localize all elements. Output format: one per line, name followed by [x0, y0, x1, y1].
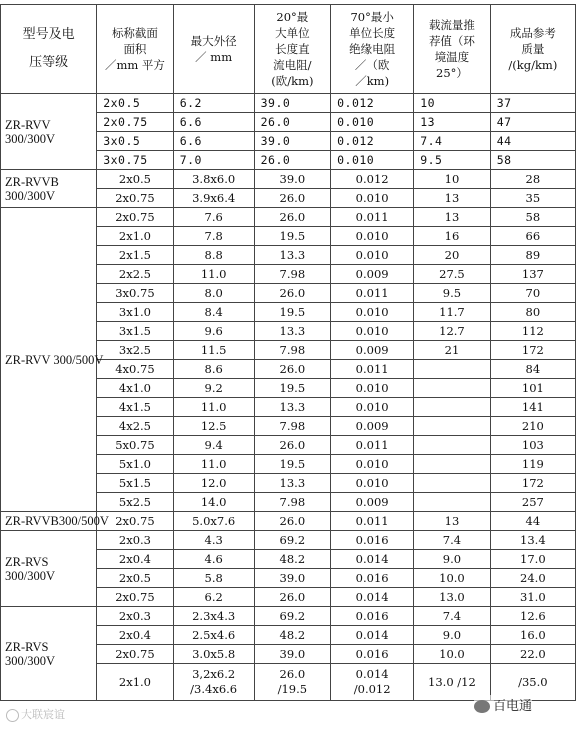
table-cell: 13: [414, 189, 491, 208]
table-cell: [414, 455, 491, 474]
table-cell: 2x0.75: [97, 189, 174, 208]
table-cell: 0.009: [331, 493, 414, 512]
table-cell: 84: [490, 360, 575, 379]
table-cell: 4.3: [173, 531, 254, 550]
table-cell: 0.009: [331, 341, 414, 360]
table-cell: 4x2.5: [97, 417, 174, 436]
brand-logo-icon: [6, 709, 19, 722]
table-cell: 13.0 /12: [414, 664, 491, 701]
table-cell: 0.016: [331, 645, 414, 664]
table-cell: 0.011: [331, 284, 414, 303]
column-header-line: 型号及电: [22, 27, 75, 42]
table-cell: 2.3x4.3: [173, 607, 254, 626]
model-label: 300/300V: [5, 653, 55, 668]
table-cell: [414, 417, 491, 436]
column-header-line: 长度直: [275, 42, 310, 56]
column-header-line: 标称截面: [111, 26, 158, 40]
table-cell: 5x1.5: [97, 474, 174, 493]
table-cell: 0.010: [331, 322, 414, 341]
table-cell: 4.6: [173, 550, 254, 569]
table-cell: 26.0: [254, 151, 331, 170]
table-cell: 2x0.4: [97, 550, 174, 569]
table-cell: 26.0: [254, 208, 331, 227]
table-cell: 2x1.5: [97, 246, 174, 265]
table-cell: 80: [490, 303, 575, 322]
table-cell: 19.5: [254, 455, 331, 474]
table-cell: 0.016: [331, 607, 414, 626]
table-cell: 0.011: [331, 208, 414, 227]
table-header: [1, 5, 576, 94]
table-cell: 2x0.4: [97, 626, 174, 645]
table-cell: 2x1.0: [97, 227, 174, 246]
table-cell: 2x0.5: [97, 94, 174, 113]
table-cell: 6.6: [173, 132, 254, 151]
table-cell: 7.4: [414, 531, 491, 550]
model-label: ZR-RVV: [5, 117, 51, 132]
table-row: [1, 531, 576, 550]
table-cell: 0.014: [331, 550, 414, 569]
table-cell: 11.5: [173, 341, 254, 360]
table-cell: 0.011: [331, 360, 414, 379]
table-cell: 48.2: [254, 626, 331, 645]
table-row: [1, 208, 576, 227]
table-cell: 8.0: [173, 284, 254, 303]
table-cell: 7.8: [173, 227, 254, 246]
table-cell: 47: [490, 113, 575, 132]
model-label: ZR-RVS: [5, 639, 49, 654]
model-cell: [1, 170, 97, 208]
table-cell: 39.0: [254, 132, 331, 151]
table-cell: [414, 398, 491, 417]
table-cell: 39.0: [254, 569, 331, 588]
column-header-line: 成品参考: [509, 26, 556, 40]
table-cell: 26.0: [254, 436, 331, 455]
table-cell: 141: [490, 398, 575, 417]
table-cell: 103: [490, 436, 575, 455]
column-header-line: 流电阻/: [273, 58, 312, 72]
table-cell: 5x2.5: [97, 493, 174, 512]
table-cell: 11.7: [414, 303, 491, 322]
column-header: [331, 5, 414, 94]
table-cell: 35: [490, 189, 575, 208]
table-cell: 13: [414, 113, 491, 132]
table-cell: 112: [490, 322, 575, 341]
model-cell: [1, 512, 109, 531]
table-cell: 7.98: [254, 417, 331, 436]
column-header-line: 质量: [521, 42, 545, 56]
table-cell: 26.0: [254, 360, 331, 379]
table-cell: 7.6: [173, 208, 254, 227]
table-cell: 39.0: [254, 645, 331, 664]
table-cell: 16: [414, 227, 491, 246]
table-cell: 0.011: [331, 436, 414, 455]
table-cell: 5.8: [173, 569, 254, 588]
model-cell: [1, 531, 97, 607]
table-cell: 39.0: [254, 94, 331, 113]
cable-spec-table: [0, 4, 576, 701]
table-row: [1, 94, 576, 113]
table-cell: [414, 474, 491, 493]
table-cell: 26.0: [254, 284, 331, 303]
column-header-line: 最大外径: [190, 34, 237, 48]
table-cell: 89: [490, 246, 575, 265]
column-header: [254, 5, 331, 94]
wechat-watermark: [474, 695, 532, 714]
table-cell: 26.0 /19.5: [254, 664, 331, 701]
column-header: [490, 5, 575, 94]
table-cell: 13.3: [254, 322, 331, 341]
table-cell: 10.0: [414, 645, 491, 664]
table-cell: 19.5: [254, 227, 331, 246]
column-header: [97, 5, 174, 94]
table-cell: 0.010: [331, 246, 414, 265]
table-cell: 24.0: [490, 569, 575, 588]
column-header-line: ／ mm: [195, 50, 233, 64]
table-cell: 3.8x6.0: [173, 170, 254, 189]
table-cell: 2x0.75: [97, 588, 174, 607]
table-cell: 13: [414, 208, 491, 227]
table-cell: 37: [490, 94, 575, 113]
table-cell: 0.016: [331, 569, 414, 588]
table-cell: 172: [490, 474, 575, 493]
table-cell: 13.3: [254, 246, 331, 265]
table-cell: 9.0: [414, 550, 491, 569]
table-cell: 48.2: [254, 550, 331, 569]
table-cell: 4x0.75: [97, 360, 174, 379]
table-cell: 9.0: [414, 626, 491, 645]
table-cell: 3x0.75: [97, 284, 174, 303]
table-cell: 0.012: [331, 132, 414, 151]
table-cell: 3x0.5: [97, 132, 174, 151]
model-label: ZR-RVS: [5, 554, 49, 569]
table-cell: 0.009: [331, 417, 414, 436]
table-cell: 0.010: [331, 455, 414, 474]
table-cell: 2x0.3: [97, 607, 174, 626]
model-label: ZR-RVV 300/500V: [5, 352, 104, 367]
table-cell: 8.8: [173, 246, 254, 265]
model-label: ZR-RVVB: [5, 174, 59, 189]
table-cell: 172: [490, 341, 575, 360]
table-cell: 2x0.75: [97, 208, 174, 227]
table-cell: 70: [490, 284, 575, 303]
table-cell: [414, 436, 491, 455]
table-cell: 6.6: [173, 113, 254, 132]
table-cell: [414, 360, 491, 379]
table-cell: 9.2: [173, 379, 254, 398]
table-cell: 44: [490, 132, 575, 151]
table-cell: 6.2: [173, 94, 254, 113]
table-cell: 9.5: [414, 284, 491, 303]
model-cell: [1, 208, 104, 512]
table-cell: 0.010: [331, 113, 414, 132]
table-cell: 9.4: [173, 436, 254, 455]
table-cell: 26.0: [254, 189, 331, 208]
table-cell: 19.5: [254, 303, 331, 322]
table-cell: 0.014 /0.012: [331, 664, 414, 701]
table-cell: 9.6: [173, 322, 254, 341]
table-cell: 6.2: [173, 588, 254, 607]
table-cell: 4x1.0: [97, 379, 174, 398]
table-cell: 13.4: [490, 531, 575, 550]
table-cell: 3x0.75: [97, 151, 174, 170]
column-header-line: 大单位: [275, 26, 310, 40]
column-header-line: 压等级: [29, 55, 69, 70]
table-cell: /35.0: [490, 664, 575, 701]
table-cell: 26.0: [254, 588, 331, 607]
table-cell: 10: [414, 170, 491, 189]
table-cell: 0.010: [331, 474, 414, 493]
table-cell: 2x1.0: [97, 664, 174, 701]
table-cell: 31.0: [490, 588, 575, 607]
model-label: 300/300V: [5, 131, 55, 146]
column-header-line: 20°最: [276, 10, 309, 24]
table-cell: 10: [414, 94, 491, 113]
wechat-icon: [474, 700, 490, 713]
table-cell: 58: [490, 151, 575, 170]
column-header: [414, 5, 491, 94]
table-body: [1, 94, 576, 701]
table-cell: 66: [490, 227, 575, 246]
table-cell: 3x1.5: [97, 322, 174, 341]
table-cell: 13.3: [254, 474, 331, 493]
table-cell: 0.014: [331, 626, 414, 645]
column-header-line: ／mm 平方: [104, 58, 165, 72]
table-cell: 3.0x5.8: [173, 645, 254, 664]
table-cell: 0.014: [331, 588, 414, 607]
column-header-line: ／（欧: [354, 58, 390, 72]
column-header-line: ／km): [355, 74, 390, 88]
table-cell: 13.3: [254, 398, 331, 417]
table-cell: 10.0: [414, 569, 491, 588]
table-cell: 28: [490, 170, 575, 189]
table-cell: 4x1.5: [97, 398, 174, 417]
column-header-line: 单位长度: [349, 26, 396, 40]
table-cell: 0.016: [331, 531, 414, 550]
table-cell: 58: [490, 208, 575, 227]
table-cell: 0.009: [331, 265, 414, 284]
table-cell: 44: [490, 512, 575, 531]
table-cell: 7.98: [254, 341, 331, 360]
table-cell: 12.5: [173, 417, 254, 436]
table-row: [1, 512, 576, 531]
table-cell: 2x0.3: [97, 531, 174, 550]
column-header-line: 绝缘电阻: [349, 42, 396, 56]
table-cell: 17.0: [490, 550, 575, 569]
table-cell: 7.4: [414, 132, 491, 151]
table-cell: 0.012: [331, 170, 414, 189]
model-label: 300/300V: [5, 568, 55, 583]
table-cell: 3,2x6.2 /3.4x6.6: [173, 664, 254, 701]
table-cell: 26.0: [254, 512, 331, 531]
table-cell: 7.0: [173, 151, 254, 170]
table-cell: 12.7: [414, 322, 491, 341]
table-cell: 5x1.0: [97, 455, 174, 474]
table-cell: 7.4: [414, 607, 491, 626]
table-cell: 3x1.0: [97, 303, 174, 322]
table-cell: 0.010: [331, 398, 414, 417]
table-cell: 2x0.5: [97, 170, 174, 189]
table-cell: 20: [414, 246, 491, 265]
column-header: [173, 5, 254, 94]
table-cell: 7.98: [254, 493, 331, 512]
table-cell: 101: [490, 379, 575, 398]
table-cell: 69.2: [254, 607, 331, 626]
table-cell: 69.2: [254, 531, 331, 550]
table-cell: 2.5x4.6: [173, 626, 254, 645]
table-cell: 14.0: [173, 493, 254, 512]
table-cell: 26.0: [254, 113, 331, 132]
table-cell: 5x0.75: [97, 436, 174, 455]
table-cell: 3.9x6.4: [173, 189, 254, 208]
table-cell: 9.5: [414, 151, 491, 170]
column-header-line: /(kg/km): [508, 58, 558, 72]
column-header-line: 面积: [123, 42, 147, 56]
brand-watermark: [6, 706, 65, 722]
table-cell: 119: [490, 455, 575, 474]
table-cell: 2x0.75: [97, 113, 174, 132]
table-cell: 13: [414, 512, 491, 531]
table-cell: 0.010: [331, 227, 414, 246]
table-cell: 11.0: [173, 265, 254, 284]
table-cell: 0.010: [331, 151, 414, 170]
table-cell: 11.0: [173, 398, 254, 417]
brand-watermark-text: 大联宸谊: [21, 708, 65, 721]
table-cell: 0.010: [331, 303, 414, 322]
column-header-line: 境温度: [434, 50, 470, 64]
column-header-line: 荐值（环: [428, 34, 475, 48]
table-cell: 21: [414, 341, 491, 360]
column-header-line: 70°最小: [350, 10, 394, 24]
table-cell: 5.0x7.6: [173, 512, 254, 531]
table-cell: 16.0: [490, 626, 575, 645]
table-cell: 19.5: [254, 379, 331, 398]
table-cell: 3x2.5: [97, 341, 174, 360]
table-cell: 27.5: [414, 265, 491, 284]
column-header-line: 25°）: [436, 66, 468, 80]
table-cell: 210: [490, 417, 575, 436]
table-row: [1, 607, 576, 626]
table-row: [1, 170, 576, 189]
table-cell: 0.011: [331, 512, 414, 531]
table-cell: 22.0: [490, 645, 575, 664]
column-header: [1, 5, 97, 94]
table-cell: 7.98: [254, 265, 331, 284]
model-label: ZR-RVVB300/500V: [5, 514, 109, 528]
table-cell: 2x2.5: [97, 265, 174, 284]
table-cell: 12.0: [173, 474, 254, 493]
table-cell: 11.0: [173, 455, 254, 474]
model-cell: [1, 607, 97, 701]
table-cell: [414, 379, 491, 398]
table-cell: 0.010: [331, 189, 414, 208]
column-header-line: 载流量推: [428, 18, 475, 32]
table-cell: 8.6: [173, 360, 254, 379]
table-cell: 257: [490, 493, 575, 512]
table-cell: 137: [490, 265, 575, 284]
table-cell: 13.0: [414, 588, 491, 607]
table-cell: [414, 493, 491, 512]
table-cell: 2x0.5: [97, 569, 174, 588]
model-label: 300/300V: [5, 188, 55, 203]
table-cell: 0.010: [331, 379, 414, 398]
model-cell: [1, 94, 97, 170]
table-cell: 39.0: [254, 170, 331, 189]
wechat-watermark-text: 百电通: [493, 699, 533, 714]
table-cell: 12.6: [490, 607, 575, 626]
table-cell: 8.4: [173, 303, 254, 322]
table-cell: 0.012: [331, 94, 414, 113]
table-cell: 2x0.75: [97, 645, 174, 664]
column-header-line: (欧/km): [271, 74, 314, 88]
table-cell: 2x0.75: [97, 512, 174, 531]
